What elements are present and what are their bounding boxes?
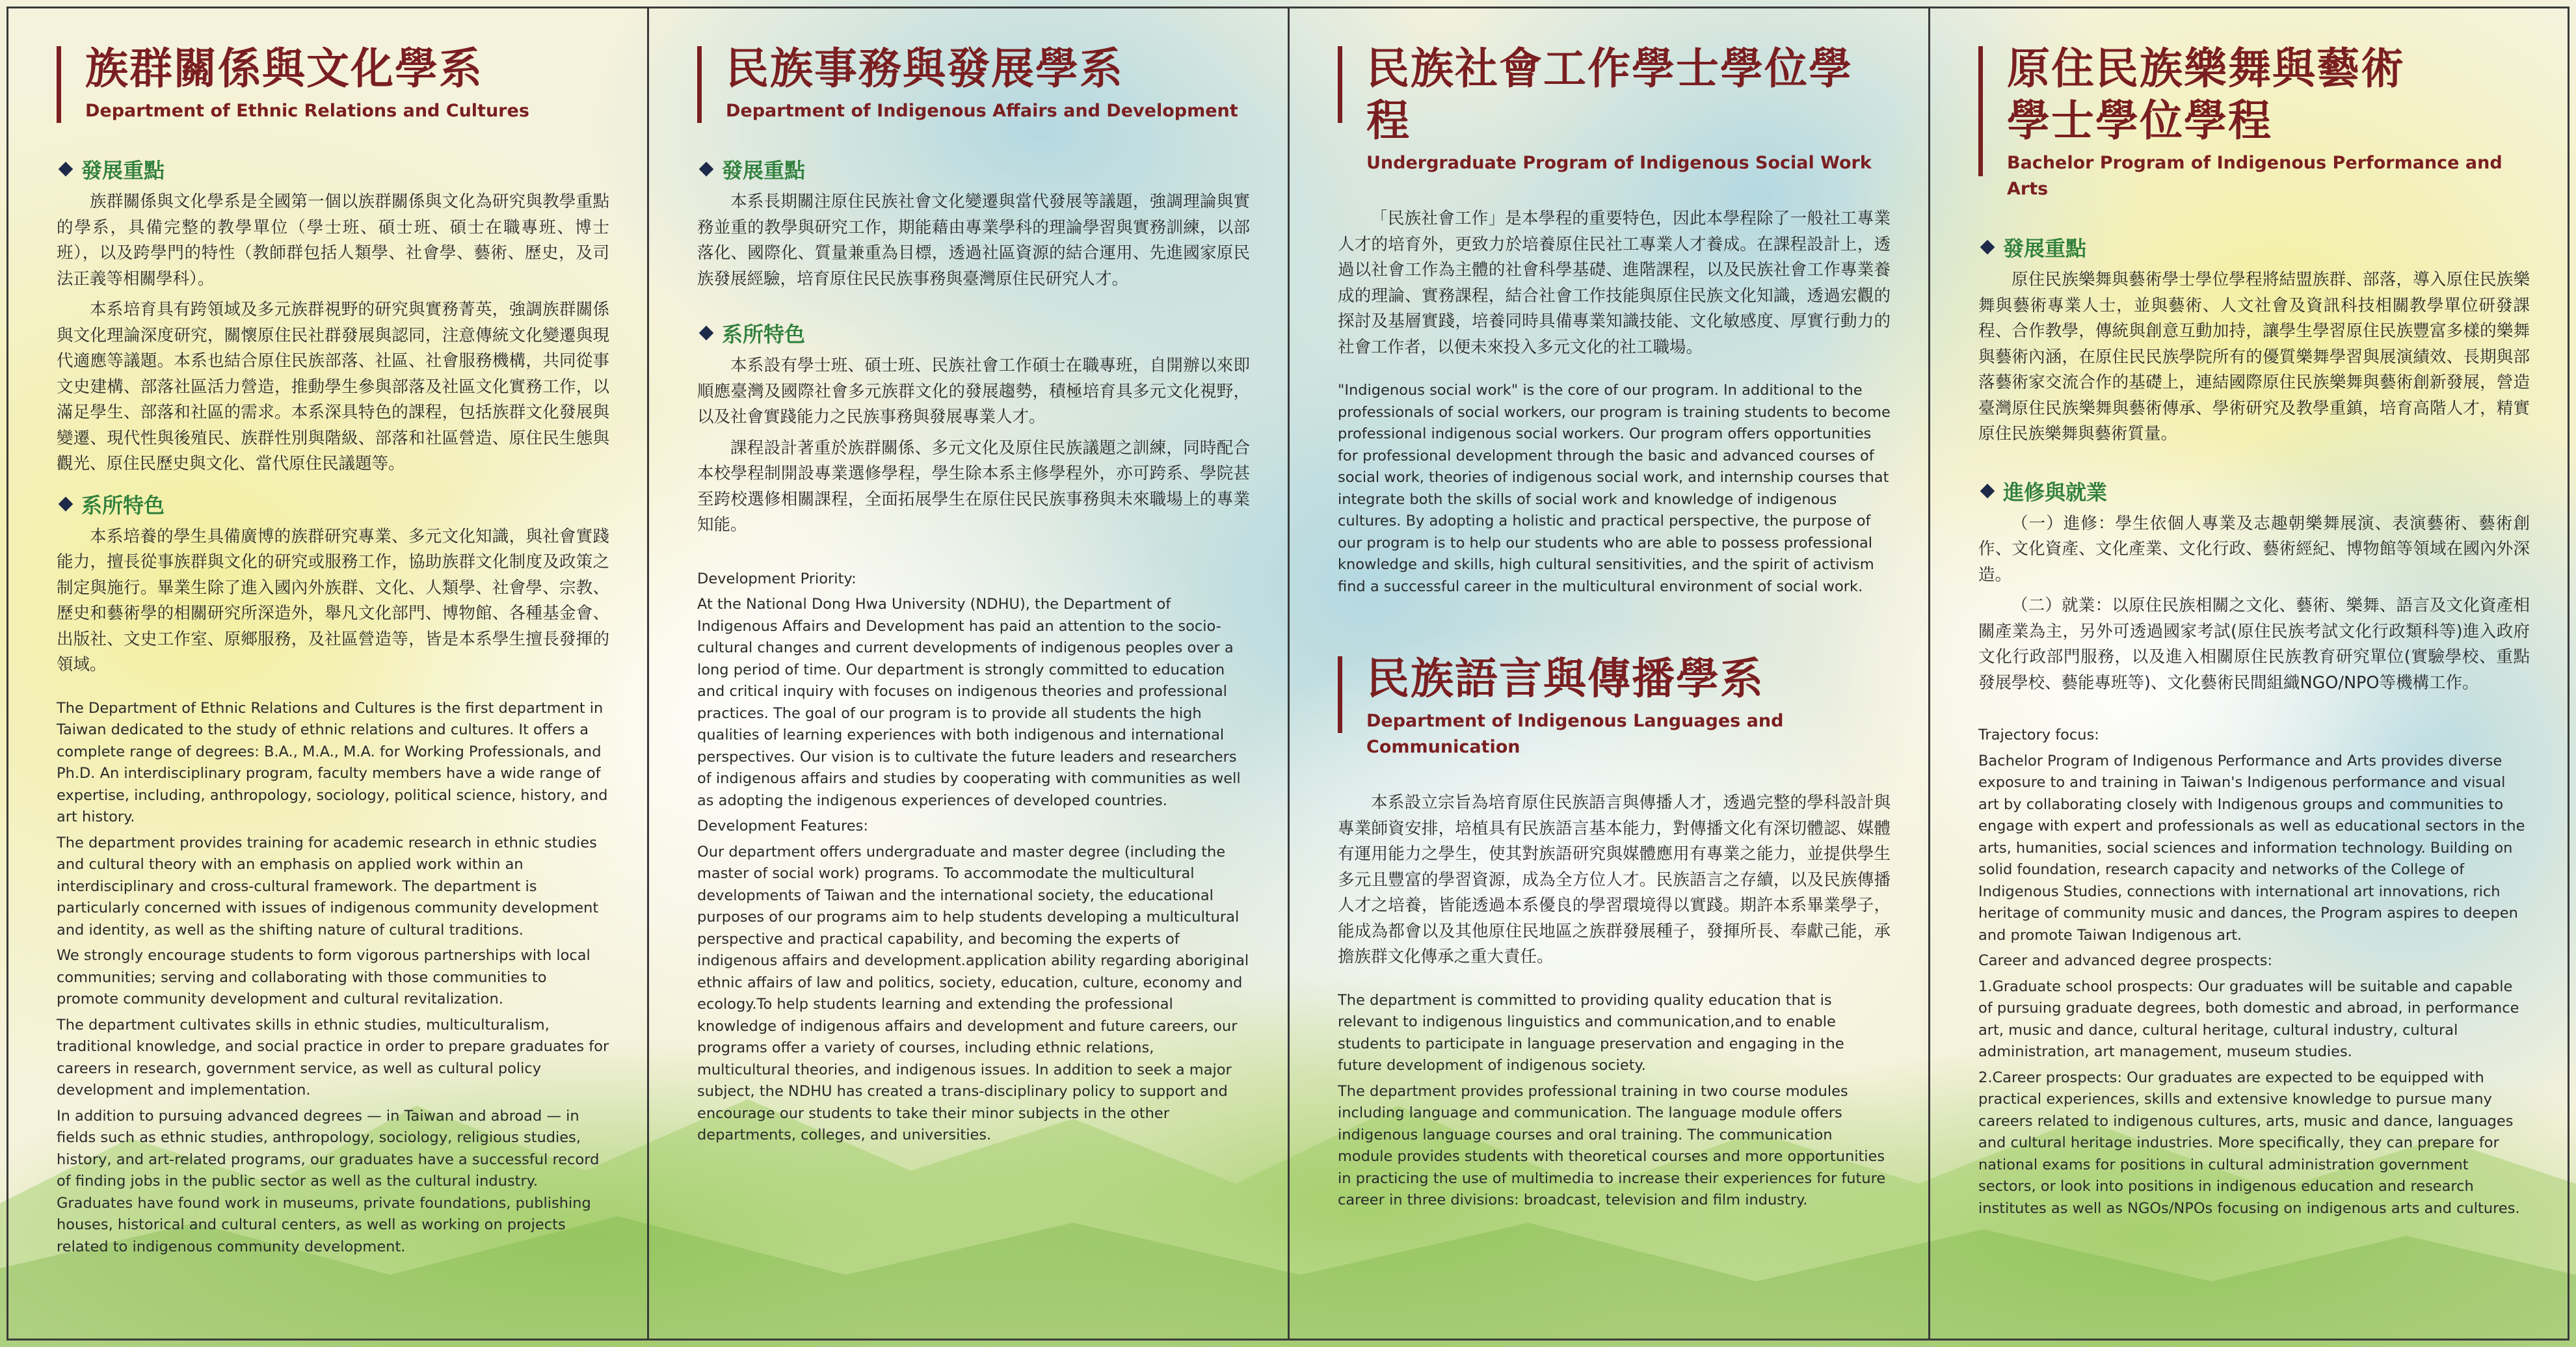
title-en: Bachelor Program of Indigenous Performance and Arts [2007,153,2503,199]
section-heading: 發展重點 [697,154,1250,184]
diamond-bullet-icon [699,326,714,341]
section-development [1978,232,2530,447]
paragraph: 原住民族樂舞與藝術學士學位學程將結盟族群、部落，導入原住民族樂舞與藝術專業人士，並與藝術、人文社會及資訊科技相關教學單位研發課程、合作教學，傳統與創意互動加持，讓學生學習原住民族豐富多樣的樂舞與藝術內涵，在原住民民族學院所有的優質樂舞學習與展演績效、長期與部落藝術家交流合作的基礎上，連結國際原住民族樂舞與藝術創新發展，營造臺灣原住民族樂舞與藝術傳承、學術研究及教學重鎮，培育高階人才，精實原住民族樂舞與藝術質量。 [1978,270,2530,444]
diamond-bullet-icon [1980,483,1995,498]
english-paragraph: We strongly encourage students to form vigorous partnerships with local communities; serving and collaborating with those communities to promote community development and cultural revitalization. [57,947,591,1007]
paragraph: 本系設立宗旨為培育原住民族語言與傳播人才，透過完整的學科設計與專業師資安排，培植具有民族語言基本能力，對傳播文化有深切體認、媒體有運用能力之學生，使其對族語研究與媒體應用有專業之能力，並提供學生多元且豐富的學習資源，成為全方位人才。民族語言之存續，以及民族傳播人才之培養，皆能透過本系優良的學習環境得以實踐。期許本系畢業學子，能成為都會以及其他原住民地區之族群發展種子，發揮所長、奉獻己能，承擔族群文化傳承之重大責任。 [1338,793,1891,967]
english-paragraph: "Indigenous social work" is the core of our program. In additional to the professionals of social workers, our program is training students to become professional indigenous social workers. Our program offers opportunities for professional development through the basic and advanced courses of social work, theories of indigenous social work, and internship courses that integrate both the skills of social work and knowledge of indigenous cultures. By adopting a holistic and practical perspective, the purpose of our program is to help our students who are able to possess professional knowledge and skills, high cultural sensitivities, and the spirit of activism find a successful career in the multicultural environment of social work. [1338,382,1891,595]
paragraph: 「民族社會工作」是本學程的重要特色，因此本學程除了一般社工專業人才的培育外，更致力於培養原住民社工專業人才養成。在課程設計上，透過以社會工作為主體的社會科學基礎、進階課程，以及民族社會工作專業養成的理論、實務課程，結合社會工作技能與原住民族文化知識，透過宏觀的探討及基層實踐，培養同時具備專業知識技能、文化敏感度、厚實行動力的社會工作者，以便未來投入多元文化的社工職場。 [1338,209,1891,357]
column-ethnic-relations [8,8,649,1339]
english-description [1338,990,1891,1212]
title-en: Undergraduate Program of Indigenous Social Work [1366,153,1872,173]
column-indigenous-affairs [649,8,1290,1339]
english-label: Career and advanced degree prospects: [1978,952,2273,969]
english-description [57,698,609,1259]
section-features [697,318,1250,539]
header-indigenous-affairs [697,42,1250,124]
paragraph: （一）進修：學生依個人專業及志趣朝樂舞展演、表演藝術、藝術創作、文化資產、文化產業、文化行政、藝術經紀、博物館等領域在國內外深造。 [1978,513,2530,585]
header-performance-arts [1978,42,2530,202]
english-label: Development Features: [697,818,868,834]
title-accent-bar [1338,656,1342,733]
header-languages-communication [1338,652,1891,760]
paragraph: 本系培育具有跨領域及多元族群視野的研究與實務菁英，強調族群關係與文化理論深度研究，關懷原住民社群發展與認同，注意傳統文化變遷與現代適應等議題。本系也結合原住民族部落、社區、社會服務機構，共同從事文史建構、部落社區活力營造，推動學生參與部落及社區文化實務工作，以滿足學生、部落和社區的需求。本系深具特色的課程，包括族群文化發展與變遷、現代性與後殖民、族群性別與階級、部落和社區營造、原住民生態與觀光、原住民歷史與文化、當代原住民議題等。 [57,300,609,473]
title-zh: 民族社會工作學士學位學程 [1366,43,1853,146]
title-en: Department of Indigenous Affairs and Development [726,101,1238,121]
section-heading: 進修與就業 [1978,476,2530,506]
english-description [697,568,1250,1147]
english-paragraph: In addition to pursuing advanced degrees — in Taiwan and abroad — in fields such as ethnic studies, anthropology, sociology, religious studies, history, and art-related programs, our graduates have a successful record of finding jobs in the public sector as well as the cultural industry. Graduates have found work in museums, private foundations, publishing houses, historical and cultural centers, as well as working on projects related to indigenous community development. [57,1107,600,1255]
title-zh-line1: 原住民族樂舞與藝術 [2007,43,2405,94]
english-paragraph: 1.Graduate school prospects: Our graduates will be suitable and capable of pursuing graduate degrees, both domestic and abroad, in performance art, music and dance, cultural heritage, cultural industry, cultural administration, art management, museum studies. [1978,978,2519,1060]
section-development [697,154,1250,292]
diamond-bullet-icon [699,162,714,177]
title-accent-bar [697,46,702,123]
diamond-bullet-icon [1980,240,1995,255]
section-heading: 系所特色 [57,489,609,519]
english-label: Development Priority: [697,570,856,587]
section-heading: 系所特色 [697,318,1250,348]
title-accent-bar [1978,46,1983,176]
title-zh: 民族語言與傳播學系 [1366,653,1764,704]
section-features [57,489,609,678]
title-en: Department of Ethnic Relations and Cultures [85,101,529,121]
column-performance-arts [1930,8,2568,1339]
section-heading: 發展重點 [57,154,609,184]
header-ethnic-relations [57,42,609,124]
english-description [1978,725,2530,1220]
english-paragraph: The department is committed to providing quality education that is relevant to indigenous linguistics and communication,and to enable students to participate in language preservation and engaging in the future development of indigenous society. [1338,991,1844,1074]
english-paragraph: At the National Dong Hwa University (NDHU), the Department of Indigenous Affairs and Development has paid an attention to the socio-cultural changes and current developments of indigenous peoples over a long period of time. Our department is strongly committed to education and critical inquiry with focuses on indigenous theories and professional practices. The goal of our program is to provide all students the high qualities of learning experiences with both indigenous and international perspectives. Our vision is to cultivate the future leaders and researchers of indigenous affairs and studies by cooperating with communities as well as adopting the indigenous experiences of developed countries. [697,596,1241,809]
english-description [1338,380,1891,598]
paragraph: 課程設計著重於族群關係、多元文化及原住民族議題之訓練，同時配合本校學程制開設專業選修學程，學生除本系主修學程外，亦可跨系、學院甚至跨校選修相關課程，全面拓展學生在原住民民族事務與未來職場上的專業知能。 [697,438,1250,535]
title-accent-bar [1338,46,1342,123]
english-paragraph: The department provides training for academic research in ethnic studies and cultural theory with an emphasis on applied work within an interdisciplinary and cross-cultural framework. The department is particularly concerned with issues of indigenous community development and identity, as well as the shifting nature of cultural traditions. [57,834,599,939]
english-paragraph: Our department offers undergraduate and master degree (including the master of social work) programs. To accommodate the multicultural developments of Taiwan and the international society, the educational purposes of our programs aim to help students developing a multicultural perspective and practical capability, and becoming the experts of indigenous affairs and development.application ability regarding aboriginal ethnic affairs of law and politics, society, education, culture, economy and ecology.To help students learning and extending the professional knowledge of indigenous affairs and development and future careers, our programs offer a variety of courses, including ethnic relations, multicultural theories, and indigenous issues. In addition to seek a major subject, the NDHU has created a trans-disciplinary policy to support and encourage our students to take their minor subjects in the other departments, colleges, and universities. [697,843,1249,1143]
english-paragraph: Bachelor Program of Indigenous Performance and Arts provides diverse exposure to and training in Taiwan's Indigenous performance and visual art by collaborating closely with Indigenous groups and communities to engage with expert and professionals as well as educational sectors in the arts, humanities, social sciences and information technology. Building on solid foundation, research capacity and networks of the College of Indigenous Studies, connections with international art innovations, rich heritage of community music and dances, the Program aspires to deepen and promote Taiwan Indigenous art. [1978,752,2525,944]
brochure-frame [7,7,2569,1340]
title-accent-bar [57,46,61,123]
english-paragraph: The Department of Ethnic Relations and Cultures is the first department in Taiwan dedicated to the study of ethnic relations and cultures. It offers a complete range of degrees: B.A., M.A., M.A. for Working Professionals, and Ph.D. An interdisciplinary program, faculty members have a wide range of expertise, including, anthropology, sociology, political science, history, and art history. [57,699,608,825]
section-heading: 發展重點 [1978,232,2530,262]
section-career [1978,476,2530,697]
paragraph: 本系培養的學生具備廣博的族群研究專業、多元文化知識，與社會實踐能力，擅長從事族群與文化的研究或服務工作，協助族群文化制度及政策之制定與施行。畢業生除了進入國內外族群、文化、人類學、社會學、宗教、歷史和藝術學的相關研究所深造外，舉凡文化部門、博物館、各種基金會、出版社、文史工作室、原鄉服務，及社區營造等，皆是本系學生擅長發揮的領域。 [57,526,609,674]
diamond-bullet-icon [59,162,73,177]
english-label: Trajectory focus: [1978,727,2099,743]
english-paragraph: 2.Career prospects: Our graduates are expected to be equipped with practical experiences, skills and extensive knowledge to pursue many careers related to indigenous cultures, arts, music and dance, languages and cultural heritage industries. More specifically, they can prepare for national exams for positions in cultural administration government sectors, or look into positions in indigenous education and research institutes as well as NGOs/NPOs focusing on indigenous arts and cultures. [1978,1069,2520,1217]
title-zh: 民族事務與發展學系 [726,43,1124,94]
paragraph: 本系設有學士班、碩士班、民族社會工作碩士在職專班，自開辦以來即順應臺灣及國際社會多元族群文化的發展趨勢，積極培育具多元文化視野，以及社會實踐能力之民族事務與發展專業人才。 [697,356,1250,427]
paragraph: （二）就業：以原住民族相關之文化、藝術、樂舞、語言及文化資產相關產業為主，另外可透過國家考試(原住民族考試文化行政類科等)進入政府文化行政部門服務，以及進入相關原住民族教育研究單位(實驗學校、重點發展學校、藝能專班等)、文化藝術民間組織NGO/NPO等機構工作。 [1978,596,2530,693]
paragraph: 族群關係與文化學系是全國第一個以族群關係與文化為研究與教學重點的學系，具備完整的教學單位（學士班、碩士班、碩士在職專班、博士班），以及跨學門的特性（教師群包括人類學、社會學、藝術、歷史，及司法正義等相關學科）。 [57,192,609,289]
section-development [57,154,609,477]
english-paragraph: The department cultivates skills in ethnic studies, multiculturalism, traditional knowledge, and social practice in order to prepare graduates for careers in research, government service, as well as cultural policy development and implementation. [57,1016,609,1099]
paragraph: 本系長期關注原住民族社會文化變遷與當代發展等議題，強調理論與實務並重的教學與研究工作，期能藉由專業學科的理論學習與實務訓練，以部落化、國際化、質量兼重為目標，透過社區資源的結合運用、先進國家原民族發展經驗，培育原住民民族事務與臺灣原住民研究人才。 [697,192,1250,289]
diamond-bullet-icon [59,496,73,511]
title-zh: 族群關係與文化學系 [85,43,483,94]
title-zh-line2: 學士學位學程 [2007,95,2272,146]
header-social-work [1338,42,1891,176]
column-social-work [1290,8,1930,1339]
title-en: Department of Indigenous Languages and Communication [1366,711,1784,757]
english-paragraph: The department provides professional training in two course modules including language and communication. The language module offers indigenous language courses and oral training. The communication module provides students with theoretical courses and more opportunities in practicing the use of multimedia to increase their experiences for future career in three divisions: broadcast, television and film industry. [1338,1082,1886,1208]
